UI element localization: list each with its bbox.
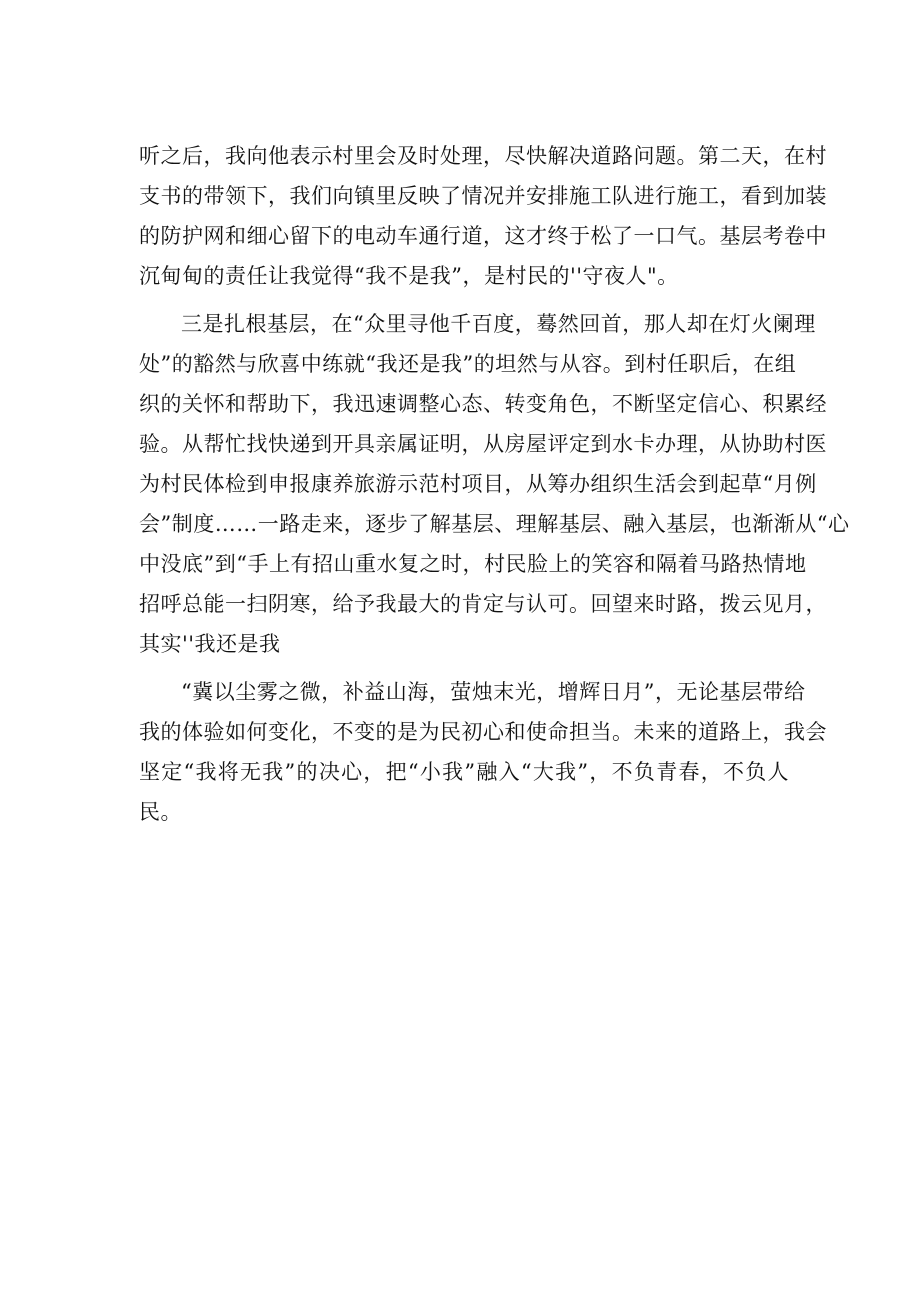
paragraph-2 — [139, 304, 850, 664]
text-line: 我的体验如何变化，不变的是为民初心和使命担当。未来的道路上，我会 — [139, 720, 827, 744]
text-line: 听之后，我向他表示村里会及时处理，尽快解决道路问题。第二天，在村 — [139, 144, 827, 168]
text-line: 支书的带领下，我们向镇里反映了情况并安排施工队进行施工，看到加装 — [139, 184, 827, 208]
text-line: “冀以尘雾之微，补益山海，萤烛末光，增辉日月”，无论基层带给 — [181, 680, 806, 704]
text-line: 其实''我还是我 — [139, 632, 281, 656]
text-line: 坚定“我将无我”的决心，把“小我”融入“大我”，不负青春，不负人 — [139, 760, 789, 784]
text-line: 招呼总能一扫阴寒，给予我最大的肯定与认可。回望来时路，拨云见月， — [139, 592, 827, 616]
text-line: 民。 — [139, 800, 182, 824]
document-body — [139, 136, 850, 832]
text-line: 织的关怀和帮助下，我迅速调整心态、转变角色，不断坚定信心、积累经 — [139, 392, 827, 416]
text-line: 处”的豁然与欣喜中练就“我还是我”的坦然与从容。到村任职后，在组 — [139, 352, 797, 376]
text-line: 三是扎根基层，在“众里寻他千百度，蓦然回首，那人却在灯火阑理 — [181, 312, 816, 336]
paragraph-1 — [139, 136, 827, 296]
text-line: 沉甸甸的责任让我觉得“我不是我”，是村民的''守夜人"。 — [139, 264, 679, 288]
text-line: 验。从帮忙找快递到开具亲属证明，从房屋评定到水卡办理，从协助村医 — [139, 432, 827, 456]
text-line: 中没底”到“手上有招山重水复之时，村民脸上的笑容和隔着马路热情地 — [139, 552, 807, 576]
text-line: 为村民体检到申报康养旅游示范村项目，从筹办组织生活会到起草“月例 — [139, 472, 817, 496]
text-line: 会”制度……一路走来，逐步了解基层、理解基层、融入基层，也渐渐从“心 — [139, 512, 850, 536]
paragraph-3 — [139, 672, 827, 832]
paragraph-spacer — [139, 664, 789, 672]
paragraph-spacer — [139, 296, 789, 304]
text-line: 的防护网和细心留下的电动车通行道，这才终于松了一口气。基层考卷中 — [139, 224, 827, 248]
